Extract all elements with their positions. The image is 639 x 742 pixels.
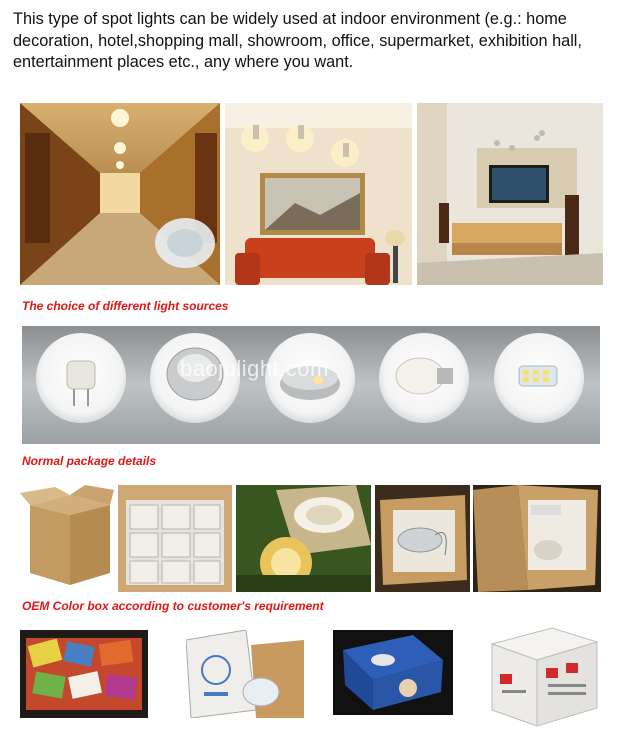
caption-package: Normal package details [22, 454, 157, 468]
package-photo-3 [236, 485, 371, 592]
package-photo-4 [375, 485, 470, 592]
package-photo-1 [20, 485, 114, 592]
package-photo-2 [118, 485, 232, 592]
watermark-text: baojulight.com [180, 356, 329, 381]
hallway-photo [20, 103, 220, 285]
living-room-photo [225, 103, 412, 285]
oem-photo-4 [482, 622, 601, 728]
package-photo-5 [473, 485, 601, 592]
light-sources-banner [22, 326, 600, 444]
caption-oem: OEM Color box according to customer's requirement [22, 599, 324, 613]
tv-room-photo [417, 103, 603, 285]
oem-photo-2 [186, 630, 304, 718]
caption-light-sources: The choice of different light sources [22, 299, 229, 313]
oem-photo-1 [20, 630, 148, 718]
intro-text: This type of spot lights can be widely used at indoor environment (e.g.: home decoration, hotel,shopping mall, showroom, office, supermarket, exhibition hall, entertainment places etc., any where you want. [13, 10, 582, 71]
oem-photo-3 [333, 630, 453, 715]
